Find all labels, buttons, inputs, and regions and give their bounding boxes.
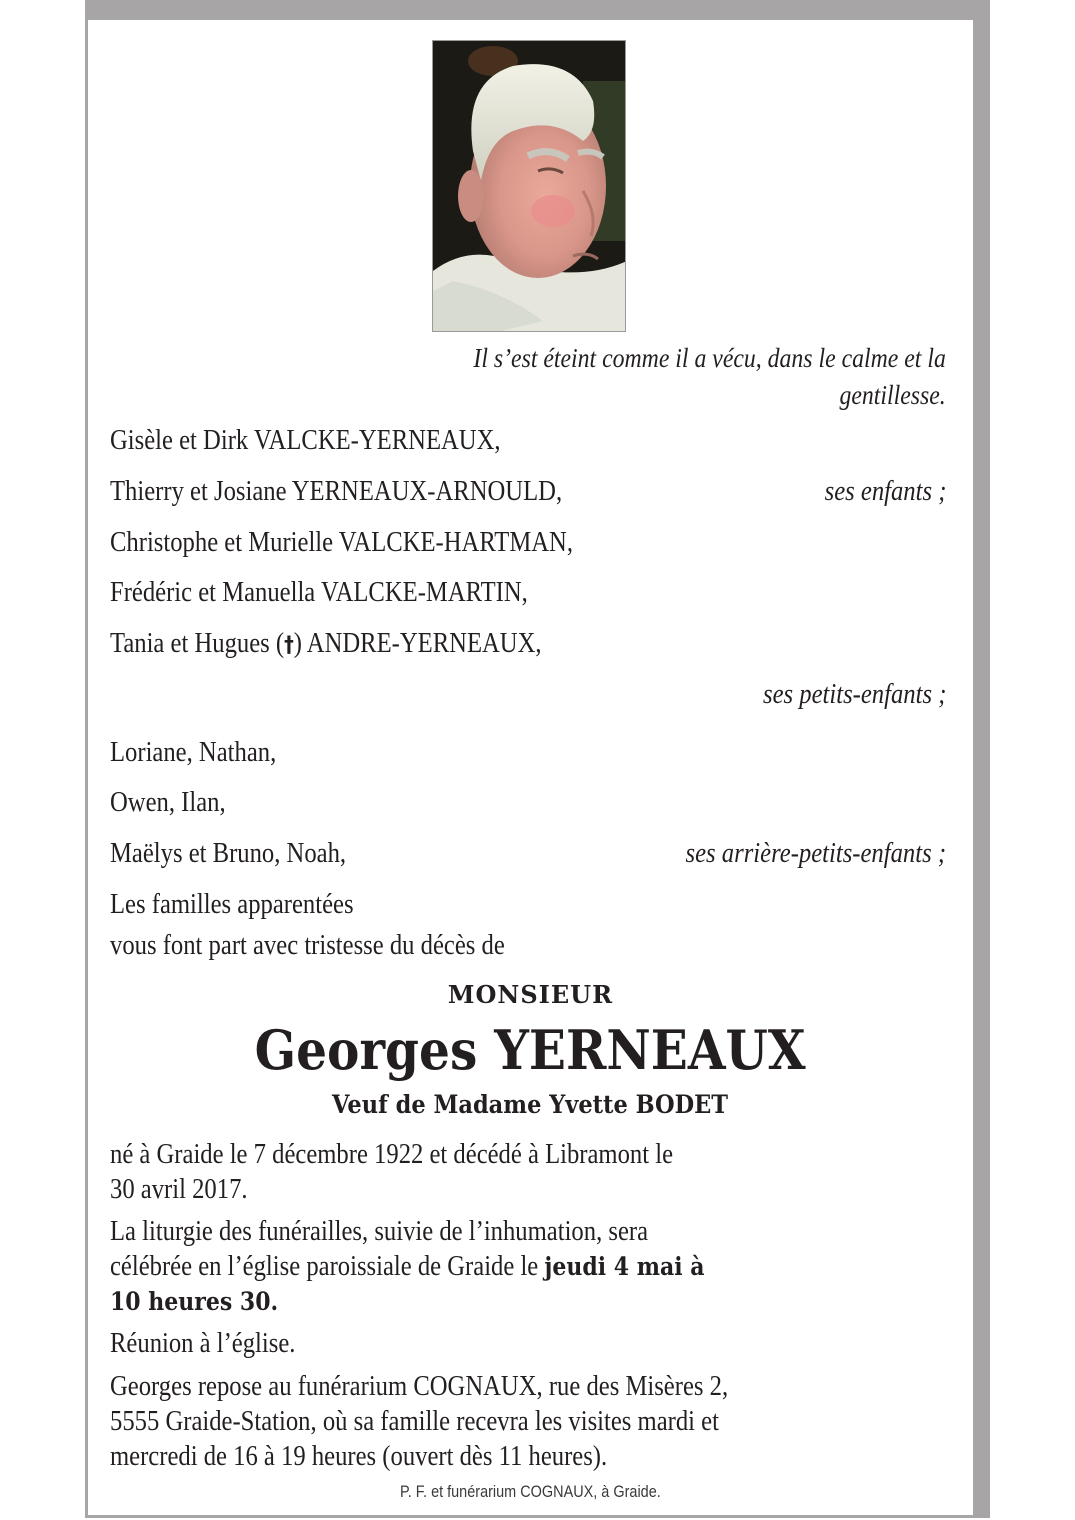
great-grandchildren-role-label: ses arrière-petits-enfants ; xyxy=(685,838,946,869)
widower-of xyxy=(88,1090,973,1119)
family-row xyxy=(110,527,946,563)
funeral-date: jeudi 4 mai à xyxy=(544,1252,705,1281)
liturgy-line-2 xyxy=(110,1249,705,1284)
family-row xyxy=(110,787,946,823)
great-grandchild-name: Maëlys et Bruno, Noah, xyxy=(110,838,347,869)
grandchild-name-suffix: ) ANDRE-YERNEAUX, xyxy=(293,628,542,659)
announcement-text: vous font part avec tristesse du décès de xyxy=(110,930,505,961)
funeral-home-credit-text: P. F. et funérarium COGNAUX, à Graide. xyxy=(400,1482,661,1501)
deceased-name-text: Georges YERNEAUX xyxy=(254,1018,807,1082)
great-grandchild-name: Owen, Ilan, xyxy=(110,787,226,818)
quote-line-2: gentillesse. xyxy=(839,380,946,410)
family-row xyxy=(110,737,946,773)
family-row xyxy=(110,679,946,715)
funeral-home-credit xyxy=(88,1482,973,1502)
families-line xyxy=(110,930,946,966)
liturgy-paragraph xyxy=(110,1214,950,1319)
meeting-text: Réunion à l’église. xyxy=(110,1328,296,1359)
family-row xyxy=(110,476,946,512)
grandchild-name: Christophe et Murielle VALCKE-HARTMAN, xyxy=(110,527,574,558)
funeral-time: 10 heures 30. xyxy=(110,1287,279,1316)
visitation-line-3: mercredi de 16 à 19 heures (ouvert dès 11 heures). xyxy=(110,1441,608,1472)
family-row xyxy=(110,425,946,461)
liturgy-line-2-text: célébrée en l’église paroissiale de Graide le xyxy=(110,1251,545,1282)
quote-line-1: Il s’est éteint comme il a vécu, dans le calme et la xyxy=(473,343,946,373)
family-row xyxy=(110,577,946,613)
liturgy-line-1: La liturgie des funérailles, suivie de l’inhumation, sera xyxy=(110,1216,649,1247)
child-name: Thierry et Josiane YERNEAUX-ARNOULD, xyxy=(110,476,563,507)
grandchildren-role-label: ses petits-enfants ; xyxy=(762,679,946,710)
birth-death-line-1: né à Graide le 7 décembre 1922 et décédé à Libramont le xyxy=(110,1139,674,1170)
family-row xyxy=(110,838,946,874)
children-role-label: ses enfants ; xyxy=(824,476,946,507)
birth-death-paragraph xyxy=(110,1137,950,1207)
related-families-text: Les familles apparentées xyxy=(110,889,354,920)
grandchild-name-prefix: Tania et Hugues ( xyxy=(110,628,285,659)
visitation-line-1: Georges repose au funérarium COGNAUX, rue des Misères 2, xyxy=(110,1371,729,1402)
child-name: Gisèle et Dirk VALCKE-YERNEAUX, xyxy=(110,425,501,456)
liturgy-line-3 xyxy=(110,1284,278,1319)
birth-death-line-2: 30 avril 2017. xyxy=(110,1174,248,1205)
portrait-image xyxy=(433,41,626,332)
meeting-paragraph xyxy=(110,1326,950,1361)
deceased-name xyxy=(88,1015,973,1085)
grandchild-name: Frédéric et Manuella VALCKE-MARTIN, xyxy=(110,577,528,608)
family-row xyxy=(110,628,946,664)
honorific: MONSIEUR xyxy=(447,980,614,1009)
portrait-photo xyxy=(432,40,626,332)
deceased-cross-icon: † xyxy=(284,633,294,658)
epitaph-quote xyxy=(300,340,946,414)
visitation-paragraph xyxy=(110,1369,950,1474)
great-grandchild-name: Loriane, Nathan, xyxy=(110,737,277,768)
families-line xyxy=(110,889,946,925)
grandchild-name-with-cross xyxy=(110,628,542,660)
visitation-line-2: 5555 Graide-Station, où sa famille recevra les visites mardi et xyxy=(110,1406,719,1437)
widower-of-text: Veuf de Madame Yvette BODET xyxy=(332,1090,729,1119)
